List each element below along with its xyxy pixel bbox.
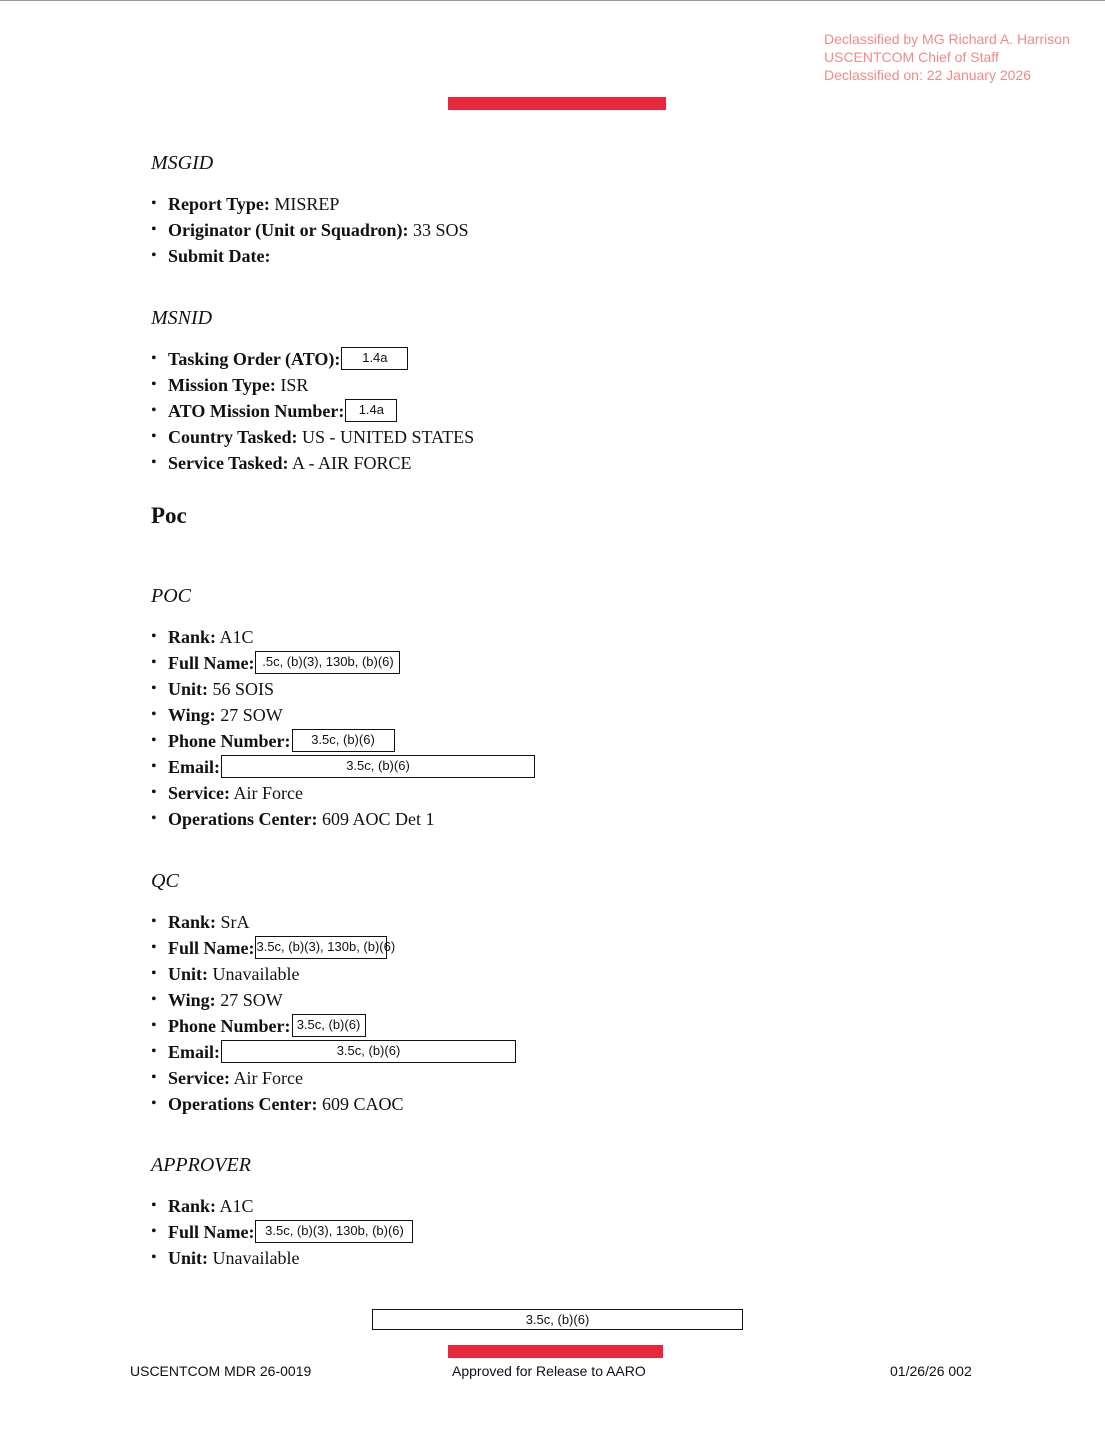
redaction-box: 3.5c, (b)(3), 130b, (b)(6) [255, 936, 387, 959]
stamp-line-1: Declassified by MG Richard A. Harrison [824, 31, 1070, 47]
field-value: SrA [220, 912, 250, 932]
field-label: Phone Number: [168, 1016, 291, 1036]
redaction-box: 1.4a [341, 347, 408, 370]
msgid-list [151, 191, 469, 269]
list-item-originator [151, 217, 469, 243]
section-title-approver: APPROVER [151, 1154, 251, 1176]
field-label: Email: [168, 757, 220, 777]
approver-list [151, 1193, 413, 1271]
redaction-box: 3.5c, (b)(3), 130b, (b)(6) [255, 1220, 413, 1243]
field-value: ISR [280, 375, 309, 395]
poc-heading: Poc [151, 503, 187, 528]
list-item-phone-number [151, 728, 535, 754]
field-value: Air Force [233, 1068, 303, 1088]
stamp-line-2: USCENTCOM Chief of Staff [824, 49, 999, 65]
field-label: Full Name: [168, 1222, 255, 1242]
classification-redaction-bar-top [448, 97, 666, 110]
redaction-box: .5c, (b)(3), 130b, (b)(6) [255, 651, 400, 674]
list-item-service [151, 780, 535, 806]
field-value: US - UNITED STATES [302, 427, 475, 447]
field-value: Unavailable [212, 964, 300, 984]
field-label: Unit: [168, 1248, 208, 1268]
field-label: Operations Center: [168, 809, 318, 829]
list-item-unit [151, 961, 516, 987]
section-title-msgid: MSGID [151, 152, 214, 174]
field-label: Submit Date: [168, 246, 271, 266]
section-title-msnid: MSNID [151, 307, 213, 329]
qc-list [151, 909, 516, 1117]
field-label: Report Type: [168, 194, 270, 214]
field-label: ATO Mission Number: [168, 401, 345, 421]
stamp-line-3: Declassified on: 22 January 2026 [824, 67, 1032, 83]
list-item-full-name [151, 935, 516, 961]
field-label: Rank: [168, 627, 217, 647]
list-item-service-tasked [151, 450, 474, 476]
declassification-stamp [824, 30, 1070, 84]
list-item-full-name [151, 1219, 413, 1245]
field-value: A1C [219, 627, 254, 647]
bottom-redaction-box: 3.5c, (b)(6) [372, 1309, 743, 1330]
list-item-email [151, 1039, 516, 1065]
list-item-rank [151, 909, 516, 935]
field-value: Unavailable [212, 1248, 300, 1268]
field-label: Mission Type: [168, 375, 276, 395]
field-label: Originator (Unit or Squadron): [168, 220, 409, 240]
field-label: Unit: [168, 964, 208, 984]
field-label: Service: [168, 1068, 230, 1088]
field-label: Rank: [168, 1196, 217, 1216]
field-value: 609 AOC Det 1 [321, 809, 435, 829]
list-item-submit-date [151, 243, 469, 269]
list-item-tasking-order [151, 346, 474, 372]
footer-release-note: Approved for Release to AARO [452, 1363, 646, 1379]
redaction-box: 3.5c, (b)(6) [292, 1014, 366, 1037]
classification-redaction-bar-bottom [448, 1345, 663, 1358]
field-value: MISREP [274, 194, 340, 214]
field-label: Wing: [168, 990, 216, 1010]
field-value: 27 SOW [220, 705, 283, 725]
field-label: Wing: [168, 705, 216, 725]
field-label: Email: [168, 1042, 220, 1062]
field-value: 33 SOS [413, 220, 469, 240]
field-value: 27 SOW [220, 990, 283, 1010]
field-label: Operations Center: [168, 1094, 318, 1114]
field-value: 56 SOIS [212, 679, 275, 699]
top-border-line [0, 0, 1105, 1]
list-item-mission-type [151, 372, 474, 398]
section-title-qc: QC [151, 870, 179, 892]
msnid-list [151, 346, 474, 476]
field-label: Tasking Order (ATO): [168, 349, 341, 369]
list-item-country-tasked [151, 424, 474, 450]
footer-document-id: USCENTCOM MDR 26-0019 [130, 1363, 312, 1379]
field-label: Service: [168, 783, 230, 803]
redaction-box: 3.5c, (b)(6) [221, 755, 535, 778]
list-item-rank [151, 624, 535, 650]
redaction-box: 3.5c, (b)(6) [221, 1040, 516, 1063]
field-label: Phone Number: [168, 731, 291, 751]
list-item-unit [151, 1245, 413, 1271]
field-value: A1C [219, 1196, 254, 1216]
field-label: Full Name: [168, 653, 255, 673]
redaction-box: 1.4a [345, 399, 397, 422]
list-item-full-name [151, 650, 535, 676]
list-item-phone-number [151, 1013, 516, 1039]
list-item-operations-center [151, 806, 535, 832]
poc-list [151, 624, 535, 832]
field-label: Country Tasked: [168, 427, 298, 447]
list-item-rank [151, 1193, 413, 1219]
list-item-operations-center [151, 1091, 516, 1117]
field-label: Rank: [168, 912, 217, 932]
list-item-wing [151, 702, 535, 728]
list-item-ato-mission-number [151, 398, 474, 424]
list-item-wing [151, 987, 516, 1013]
footer-date-code: 01/26/26 002 [890, 1363, 972, 1379]
list-item-unit [151, 676, 535, 702]
field-label: Service Tasked: [168, 453, 289, 473]
field-label: Full Name: [168, 938, 255, 958]
field-value: Air Force [233, 783, 303, 803]
list-item-service [151, 1065, 516, 1091]
list-item-report-type [151, 191, 469, 217]
section-title-poc: POC [151, 585, 191, 607]
redaction-box: 3.5c, (b)(6) [292, 729, 395, 752]
list-item-email [151, 754, 535, 780]
field-label: Unit: [168, 679, 208, 699]
field-value: 609 CAOC [321, 1094, 404, 1114]
field-value: A - AIR FORCE [292, 453, 412, 473]
